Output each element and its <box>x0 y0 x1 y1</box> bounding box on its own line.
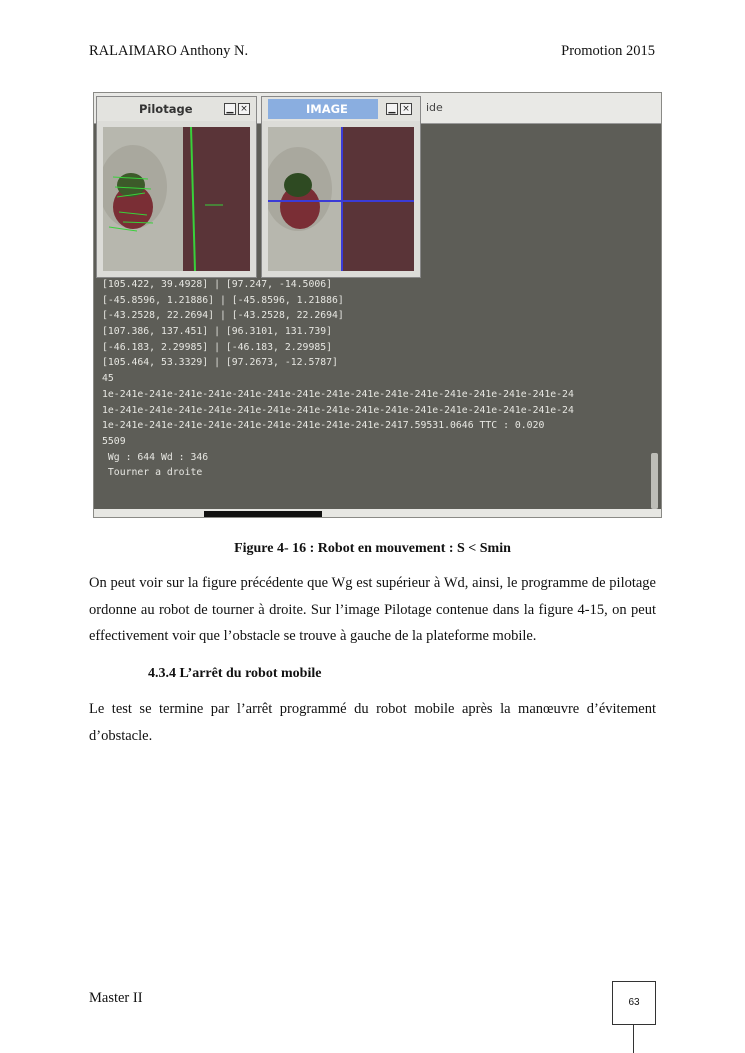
terminal-line: 5509 <box>102 435 126 447</box>
image-title-bar[interactable] <box>262 97 420 121</box>
terminal-line: 1e-241e-241e-241e-241e-241e-241e-241e-241e-241e-241e-241e-241e-241e-241e-241e-24 <box>102 388 574 400</box>
close-icon[interactable]: × <box>238 103 250 115</box>
terminal-line: [-43.2528, 22.2694] | [-43.2528, 22.2694] <box>102 310 344 322</box>
minimize-icon[interactable]: ▁ <box>386 103 398 115</box>
header-author: RALAIMARO Anthony N. <box>89 43 249 59</box>
terminal-title-fragment: ide <box>426 101 443 114</box>
terminal-line: [-46.183, 2.29985] | [-46.183, 2.29985] <box>102 341 333 353</box>
terminal-line: [105.422, 39.4928] | [97.247, -14.5006] <box>102 279 333 290</box>
terminal-line: [107.386, 137.451] | [96.3101, 131.739] <box>102 326 333 338</box>
image-window[interactable] <box>261 96 421 278</box>
terminal-line: Tourner a droite <box>102 467 203 479</box>
terminal-output <box>102 277 647 481</box>
terminal-scrollbar[interactable] <box>651 453 658 509</box>
pilotage-title: Pilotage <box>139 102 193 116</box>
figure-screenshot <box>89 88 662 521</box>
page-number-line <box>633 1024 634 1053</box>
terminal-line: Wg : 644 Wd : 346 <box>102 451 209 463</box>
pilotage-window[interactable] <box>96 96 257 278</box>
image-title: IMAGE <box>306 102 348 116</box>
pilotage-title-bar[interactable] <box>97 97 256 121</box>
paragraph-1: On peut voir sur la figure précédente que Wg est supérieur à Wd, ainsi, le programme de pilotage ordonne au robot de tourner à droite. Sur l’image Pilotage contenue dans la figure 4-15, on peut effectivement voir que l’obstacle se trouve à gauche de la plateforme mobile. <box>89 575 656 644</box>
close-icon[interactable]: × <box>400 103 412 115</box>
figure-caption: Figure 4- 16 : Robot en mouvement : S < Smin <box>234 541 511 556</box>
image-camera-view <box>268 127 414 271</box>
terminal-bottom-bar <box>94 509 661 517</box>
pilotage-camera-view <box>103 127 250 271</box>
terminal-line: [-45.8596, 1.21886] | [-45.8596, 1.21886] <box>102 294 344 306</box>
page-number: 63 <box>612 981 656 1025</box>
footer-label: Master II <box>89 990 143 1006</box>
section-heading: 4.3.4 L’arrêt du robot mobile <box>148 666 322 681</box>
terminal-line: 1e-241e-241e-241e-241e-241e-241e-241e-241e-241e-241e-241e-241e-241e-241e-241e-24 <box>102 404 574 416</box>
terminal-line: 1e-241e-241e-241e-241e-241e-241e-241e-241e-241e-2417.59531.0646 TTC : 0.020 <box>102 420 545 432</box>
minimize-icon[interactable]: ▁ <box>224 103 236 115</box>
terminal-line: [105.464, 53.3329] | [97.2673, -12.5787] <box>102 357 338 369</box>
terminal-line: 45 <box>102 373 114 385</box>
paragraph-2: Le test se termine par l’arrêt programmé du robot mobile après la manœuvre d’évitement d’obstacle. <box>89 701 656 744</box>
header-promotion: Promotion 2015 <box>561 43 655 59</box>
